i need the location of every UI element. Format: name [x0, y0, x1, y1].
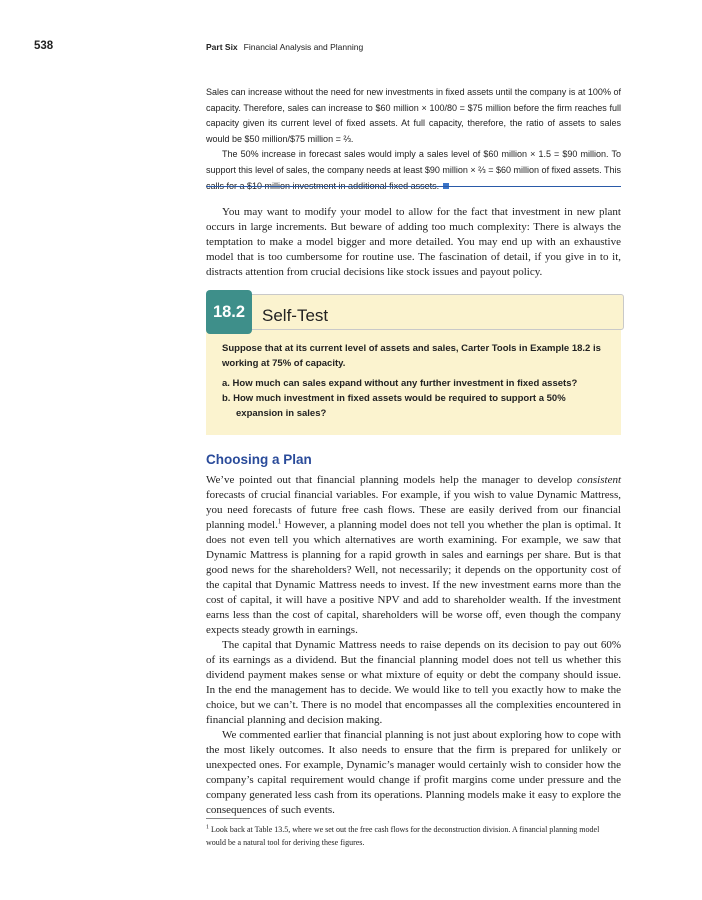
section-body [206, 473, 621, 818]
section-heading: Choosing a Plan [206, 452, 312, 467]
self-test-item-a: a. How much can sales expand without any further investment in fixed assets? [222, 377, 578, 389]
section-paragraph-2: The capital that Dynamic Mattress needs to raise depends on its decision to pay out 60% of its earnings as a dividend. But the financial planning model does not tell us whether this dividend payment makes sense or what mixture of equity or debt the company should issue. In the end the management has to decide. We would like to tell you exactly how to make the choice, but we can’t. There is no model that encompasses all the complexities encountered in financial planning and decision making. [206, 639, 621, 726]
p1-italic: consistent [577, 474, 622, 486]
p1-mid: forecasts of crucial financial variables. For example, if you wish to value Dynamic Mattress, you need forecasts of future free cash flows. These are easily derived from our financial planning model. [206, 489, 621, 531]
self-test-prompt: Suppose that at its current level of assets and sales, Carter Tools in Example 18.2 is working at 75% of capacity. [222, 343, 601, 370]
footnote-mark: 1 [206, 824, 209, 831]
intro-paragraph: You may want to modify your model to allow for the fact that investment in new plant occurs in large increments. But beware of adding too much complexity: There is always the temptation to make a model bigger and more detailed. You may end up with an exhaustive model that is too cumbersome for routine use. The fascination of detail, if you give in to it, distracts attention from crucial decisions like stock issues and payout policy. [206, 206, 621, 278]
example-paragraph-1: Sales can increase without the need for new investments in fixed assets until the company is at 100% of capacity. Therefore, sales can increase to $60 million × 100/80 = $75 million before the firm reaches full capacity given its current level of fixed assets. At full capacity, therefore, the ratio of assets to sales would be $50 million/$75 million = ⅔. [206, 87, 621, 144]
self-test-item-b: b. How much investment in fixed assets would be required to support a 50% expansion in sales? [222, 392, 566, 420]
footnote-ref: 1 [277, 517, 282, 526]
section-paragraph-1 [206, 473, 621, 638]
running-header [206, 42, 363, 52]
self-test-number-badge: 18.2 [206, 290, 252, 334]
example-paragraph-2-text: The 50% increase in forecast sales would imply a sales level of $60 million × 1.5 = $90 million. To support this level of sales, the company needs at least $90 million × ⅔ = $60 million of fixed assets. This [206, 149, 621, 175]
p1-start: We’ve pointed out that financial planning models help the manager to develop [206, 474, 573, 486]
example-bottom-rule [206, 186, 621, 187]
part-label: Part Six [206, 42, 238, 52]
footnote-text: Look back at Table 13.5, where we set out the free cash flows for the deconstruction division. A financial planning model would be a natural tool for deriving these figures. [206, 825, 600, 847]
self-test-title: Self-Test [262, 306, 329, 325]
example-solution [206, 85, 621, 194]
intro-text [206, 205, 621, 280]
example-paragraph-2 [206, 147, 621, 194]
footnote-rule [206, 818, 250, 819]
footnote [206, 823, 621, 849]
page-number: 538 [34, 40, 54, 52]
section-paragraph-3: We commented earlier that financial planning is not just about exploring how to cope with the most likely outcomes. It also needs to ensure that the firm is prepared for unlikely or unexpected ones. For example, Dynamic’s manager would certainly wish to consider how the company’s capital requirement would change if profit margins come under pressure and the company generated less cash from its operations. Planning models make it easy to explore the consequences of such events. [206, 729, 621, 816]
part-title: Financial Analysis and Planning [243, 42, 364, 52]
p1-end: However, a planning model does not tell you whether the plan is optimal. It does not even tell you which alternatives are worth examining. For example, we saw that Dynamic Mattress is planning for a rapid growth in sales and earnings per share. But is that good news for the shareholders? Well, not necessarily; it depends on the opportunity cost of the capital that Dynamic Mattress needs to invest. If the new investment earns more than the cost of capital, it will have a positive NPV and add to shareholder wealth. If the investment earns less than the cost of capital, shareholders will be worse off, even though the company expects steady growth in earnings. [206, 519, 622, 636]
self-test-content [222, 341, 614, 421]
